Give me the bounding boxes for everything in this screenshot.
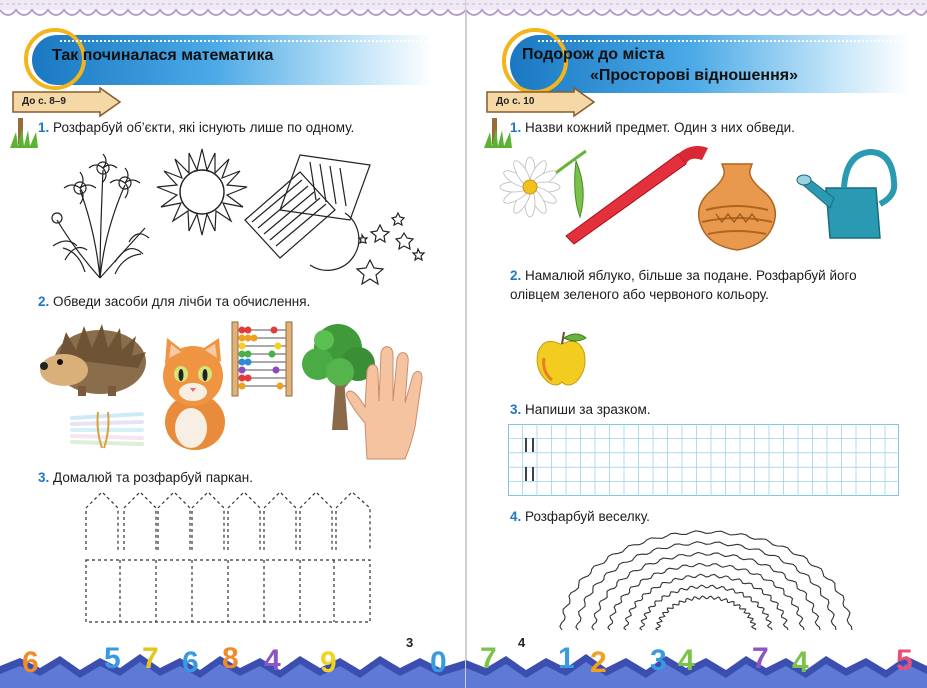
svg-text:5: 5	[104, 642, 121, 675]
grass-icon	[8, 118, 42, 150]
right-page-number: 4	[518, 635, 526, 650]
right-task-4: 4. Розфарбуй веселку.	[510, 509, 650, 524]
hand-image	[345, 345, 425, 460]
right-page	[466, 0, 927, 688]
right-page-reference-sign	[484, 88, 596, 118]
svg-text:7: 7	[752, 642, 769, 675]
svg-text:4: 4	[792, 646, 809, 679]
rainbow-arc	[608, 563, 804, 630]
kitten-image	[155, 338, 235, 453]
svg-text:2: 2	[590, 646, 607, 679]
rainbow-arc	[624, 574, 788, 630]
hedgehog-image	[38, 318, 148, 398]
apple-image	[534, 330, 590, 388]
right-task-1: 1. Назви кожний предмет. Один з них обведи.	[510, 120, 795, 135]
left-header-dots	[60, 40, 430, 42]
moon-stars-drawing	[300, 205, 430, 280]
svg-text:0: 0	[430, 646, 447, 679]
left-page-reference-sign	[10, 88, 122, 118]
vase-image	[692, 160, 782, 252]
fence-outline	[84, 490, 376, 625]
daisies-drawing	[45, 150, 155, 280]
svg-text:6: 6	[182, 646, 199, 679]
top-border-decoration-right	[466, 0, 927, 22]
rainbow-outline	[546, 526, 866, 631]
right-page-reference: До с. 10	[496, 96, 535, 107]
top-border-decoration	[0, 0, 466, 22]
numbers-border-right	[466, 628, 927, 688]
svg-text:7: 7	[142, 642, 159, 675]
svg-text:1: 1	[558, 642, 575, 675]
svg-text:3: 3	[650, 644, 667, 677]
rainbow-arc	[560, 531, 852, 630]
right-page-title-line2: «Просторові відношення»	[590, 67, 798, 84]
rainbow-arc	[656, 596, 756, 630]
svg-text:5: 5	[896, 644, 913, 677]
writing-grid	[508, 424, 899, 496]
right-task-2: 2. Намалюй яблуко, більше за подане. Розфарбуй його олівцем зеленого або червоного кольору.	[510, 268, 857, 302]
svg-text:8: 8	[222, 642, 239, 675]
ribbon-image	[562, 140, 710, 245]
right-page-title-line1: Подорож до міста	[522, 46, 665, 63]
left-page-number: 3	[406, 635, 414, 650]
svg-text:9: 9	[320, 646, 337, 679]
left-task-1: 1. Розфарбуй об’єкти, які існують лише по одному.	[38, 120, 355, 135]
abacus-image	[228, 320, 296, 398]
svg-text:4: 4	[678, 644, 695, 677]
svg-text:7: 7	[480, 642, 497, 675]
left-page-title: Так починалася математика	[52, 47, 274, 64]
watering-can-image	[796, 148, 906, 243]
right-task-3: 3. Напиши за зразком.	[510, 402, 651, 417]
left-page-reference: До с. 8–9	[22, 96, 66, 107]
left-task-3: 3. Домалюй та розфарбуй паркан.	[38, 470, 253, 485]
numbers-border	[0, 628, 466, 688]
left-task-2: 2. Обведи засоби для лічби та обчислення.	[38, 294, 311, 309]
right-header-dots	[538, 40, 908, 42]
sun-drawing	[155, 145, 250, 240]
svg-text:4: 4	[264, 644, 281, 677]
counting-sticks-image	[68, 410, 148, 450]
svg-text:6: 6	[22, 646, 39, 679]
